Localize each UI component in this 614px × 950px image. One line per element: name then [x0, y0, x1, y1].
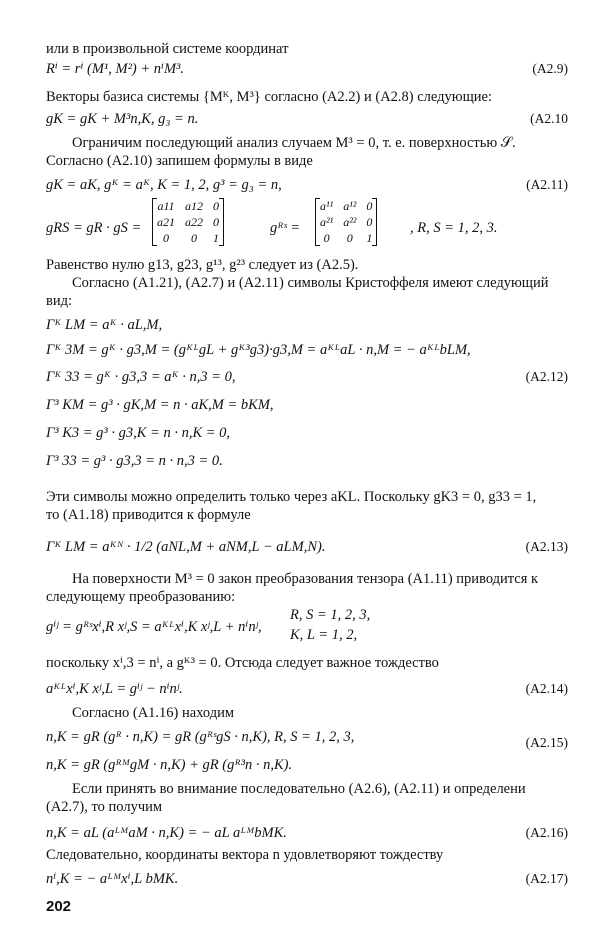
text-line: следующему преобразованию:	[46, 589, 236, 605]
text-line: Согласно (A2.10) запишем формулы в виде	[46, 153, 313, 169]
equation-number: (A2.16)	[525, 825, 568, 840]
equation-a2-13: Γᴷ LM = aᴷᴺ · 1/2 (aNL,M + aNM,L − aLM,N).	[46, 539, 326, 555]
matrix-upper-metric: a¹¹ a¹² 0 a²¹ a²² 0 0 0 1	[315, 198, 377, 246]
christoffel-line: Γᴷ LM = aᴷ · aL,M,	[46, 317, 163, 333]
equation-transform: gⁱʲ = gᴿˢxⁱ,R xʲ,S = aᴷᴸxⁱ,K xʲ,L + nⁱnʲ,	[46, 619, 262, 635]
equation-number: (A2.17)	[525, 871, 568, 886]
christoffel-line: Γᴷ 33 = gᴷ · g3,3 = aᴷ · n,3 = 0,	[46, 369, 236, 385]
equation-grs: gRS = gR · gS =	[46, 220, 142, 236]
text-line: Согласно (A1.21), (A2.7) и (A2.11) символы Кристоффеля имеют следующий	[72, 275, 549, 291]
text-line: поскольку xⁱ,3 = nⁱ, а gᴷ³ = 0. Отсюда следует важное тождество	[46, 655, 439, 671]
equation-number: (A2.11)	[526, 177, 568, 192]
equation-a2-14: aᴷᴸxⁱ,K xʲ,L = gⁱʲ − nⁱnʲ.	[46, 681, 183, 697]
text-line: Согласно (A1.16) находим	[72, 705, 235, 721]
index-range: R, S = 1, 2, 3,	[290, 607, 371, 623]
christoffel-line: Γ³ KM = g³ · gK,M = n · aK,M = bKM,	[46, 397, 274, 413]
index-range: K, L = 1, 2,	[290, 627, 358, 643]
equation-number: (A2.12)	[525, 369, 568, 384]
text-line: вид:	[46, 293, 73, 309]
text-line: На поверхности M³ = 0 закон преобразования тензора (A1.11) приводится к	[72, 571, 539, 587]
text-line: то (A1.18) приводится к формуле	[46, 507, 251, 523]
equation-grs-upper: gᴿˢ =	[270, 220, 301, 236]
text-line: (A2.7), то получим	[46, 799, 163, 815]
christoffel-line: Γᴷ 3M = gᴷ · g3,M = (gᴷᴸgL + gᴷ³g3)·g3,M = aᴷᴸaL · n,M = − aᴷᴸbLM,	[46, 342, 471, 358]
text-line: Если принять во внимание последовательно (A2.6), (A2.11) и определени	[72, 781, 526, 797]
equation-a2-9: Rⁱ = rⁱ (M¹, M²) + nⁱM³.	[46, 61, 185, 77]
christoffel-line: Γ³ K3 = g³ · g3,K = n · n,K = 0,	[46, 425, 231, 441]
equation-a2-16: n,K = aL (aᴸᴹaM · n,K) = − aL aᴸᴹbMK.	[46, 825, 287, 841]
text-line: Следовательно, координаты вектора n удовлетворяют тождеству	[46, 847, 444, 863]
equation-a2-15: n,K = gR (gᴿ · n,K) = gR (gᴿˢgS · n,K), R, S = 1, 2, 3,	[46, 729, 355, 745]
text-line: Рaвенство нулю g13, g23, g¹³, g²³ следует из (A2.5).	[46, 257, 359, 273]
text-line: или в произвольной системе координат	[46, 41, 289, 57]
equation-a2-17: nⁱ,K = − aᴸᴹxⁱ,L bMK.	[46, 871, 179, 887]
christoffel-line: Γ³ 33 = g³ · g3,3 = n · n,3 = 0.	[46, 453, 223, 469]
equation-number: (A2.9)	[532, 61, 568, 76]
equation-indices: , R, S = 1, 2, 3.	[410, 220, 498, 236]
equation-a2-15b: n,K = gR (gᴿᴹgM · n,K) + gR (gᴿ³n · n,K).	[46, 757, 293, 773]
equation-number: (A2.13)	[525, 539, 568, 554]
equation-a2-11: gK = aK, gᴷ = aᴷ, K = 1, 2, g³ = g₃ = n,	[46, 177, 282, 193]
equation-number: (A2.15)	[525, 735, 568, 750]
text-line: Эти символы можно определить только через aKL. Поскольку gK3 = 0, g33 = 1,	[46, 489, 537, 505]
text-line: Векторы базиса системы {Mᴷ, M³} согласно (A2.2) и (A2.8) следующие:	[46, 89, 493, 105]
equation-a2-10: gK = gK + M³n,K, g₃ = n.	[46, 111, 199, 127]
page-number: 202	[46, 898, 72, 915]
equation-number: (A2.14)	[525, 681, 568, 696]
text-line: Ограничим последующий анализ случаем M³ = 0, т. е. поверхностью 𝒮.	[72, 135, 516, 151]
equation-number: (A2.10	[530, 111, 568, 126]
matrix-lower-metric: a11 a12 0 a21 a22 0 0 0 1	[152, 198, 224, 246]
